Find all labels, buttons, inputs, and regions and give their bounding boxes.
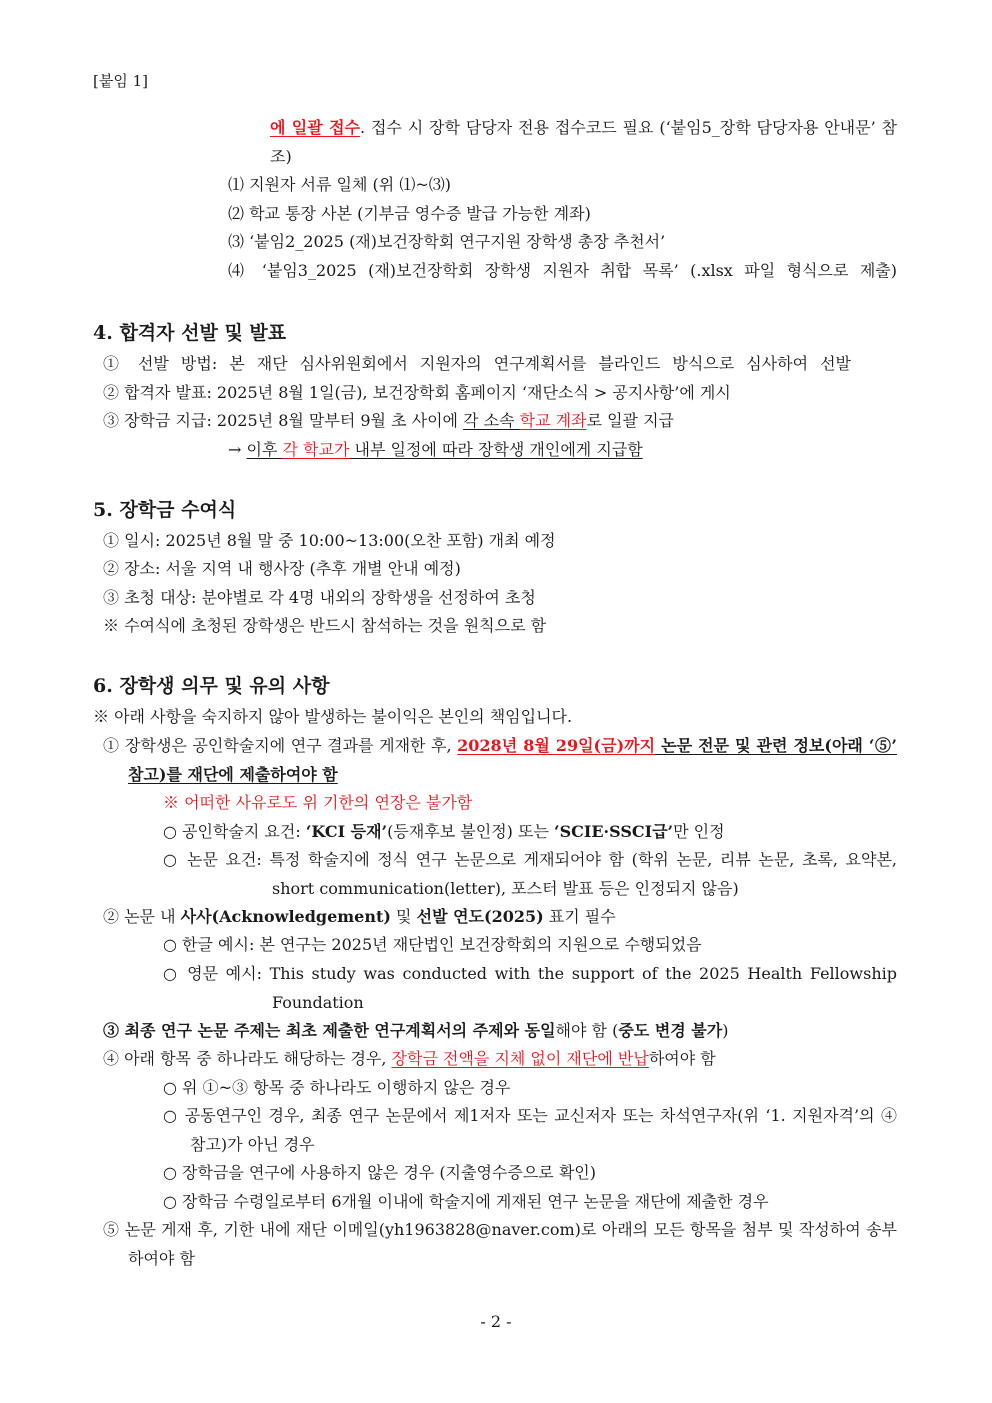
submission-line-2: 조) [270,147,292,166]
attachment-label: [붙임 1] [93,72,148,90]
section-4-heading: 4. 합격자 선발 및 발표 [93,322,287,344]
section-4-item-3: ③ 장학금 지급: 2025년 8월 말부터 9월 초 사이에 각 소속 학교 계좌로 일괄 지급 [103,411,675,430]
section-5-item-3: ③ 초청 대상: 분야별로 각 4명 내외의 장학생을 선정하여 초청 [103,588,536,607]
section-6-item-5-line-1: ⑤ 논문 게재 후, 기한 내에 재단 이메일(yh1963828@naver.com)로 아래의 모든 항목을 첨부 및 작성하여 송부 [103,1220,897,1239]
refund-condition-1: ○ 위 ①~③ 항목 중 하나라도 이행하지 않은 경우 [163,1078,511,1097]
english-example-line-2: Foundation [272,993,364,1012]
section-4-item-2: ② 합격자 발표: 2025년 8월 1일(금), 보건장학회 홈페이지 ‘재단소식 > 공지사항’에 게시 [103,383,731,402]
section-6-item-2: ② 논문 내 사사(Acknowledgement) 및 선발 연도(2025) 표기 필수 [103,907,616,926]
korean-example: ○ 한글 예시: 본 연구는 2025년 재단법인 보건장학회의 지원으로 수행되었음 [163,935,702,954]
section-6-note: ※ 아래 사항을 숙지하지 않아 발생하는 불이익은 본인의 책임입니다. [93,707,573,726]
bulk-submission-emphasis: 에 일괄 접수 [270,118,360,137]
deadline-extension-note: ※ 어떠한 사유로도 위 기한의 연장은 불가함 [163,793,473,812]
document-item-3: ⑶ ‘붙임2_2025 (재)보건장학회 연구지원 장학생 총장 추천서’ [228,232,666,251]
refund-condition-4: ○ 장학금 수령일로부터 6개월 이내에 학술지에 게재된 연구 논문을 재단에 제출한 경우 [163,1192,769,1211]
section-4-item-1: ① 선발 방법: 본 재단 심사위원회에서 지원자의 연구계획서를 블라인드 방식으로 심사하여 선발 [103,354,851,373]
document-item-1: ⑴ 지원자 서류 일체 (위 ⑴~⑶) [228,175,451,194]
document-item-4: ⑷ ‘붙임3_2025 (재)보건장학회 장학생 지원자 취합 목록’ (.xlsx 파일 형식으로 제출) [228,261,897,280]
submission-line-1: 에 일괄 접수. 접수 시 장학 담당자 전용 접수코드 필요 (‘붙임5_장학 담당자용 안내문’ 참 [270,118,898,137]
journal-requirement: ○ 공인학술지 요건: ‘KCI 등재’(등재후보 불인정) 또는 ‘SCIE·SSCI급’만 인정 [163,822,725,841]
section-5-item-2: ② 장소: 서울 지역 내 행사장 (추후 개별 안내 예정) [103,559,461,578]
page-number: - 2 - [480,1312,512,1331]
document-item-2: ⑵ 학교 통장 사본 (기부금 영수증 발급 가능한 계좌) [228,204,591,223]
english-example-line-1: ○ 영문 예시: This study was conducted with the support of the 2025 Health Fellowship [163,964,897,983]
section-6-item-3: ③ 최종 연구 논문 주제는 최초 제출한 연구계획서의 주제와 동일해야 함 (중도 변경 불가) [103,1021,729,1040]
section-5-heading: 5. 장학금 수여식 [93,499,237,521]
paper-requirement-line-1: ○ 논문 요건: 특정 학술지에 정식 연구 논문으로 게재되어야 함 (학위 논문, 리뷰 논문, 초록, 요약본, [163,850,897,869]
section-6-item-1: ① 장학생은 공인학술지에 연구 결과를 게재한 후, 2028년 8월 29일(금)까지 논문 전문 및 관련 정보(아래 ‘⑤’ [103,736,898,755]
refund-condition-2-line-1: ○ 공동연구인 경우, 최종 연구 논문에서 제1저자 또는 교신저자 또는 차석연구자(위 ‘1. 지원자격’의 ④ [163,1106,897,1125]
section-6-item-1-line-2: 참고)를 재단에 제출하여야 함 [128,765,338,784]
section-6-heading: 6. 장학생 의무 및 유의 사항 [93,675,330,697]
refund-condition-2-line-2: 참고)가 아닌 경우 [190,1135,315,1154]
section-5-item-1: ① 일시: 2025년 8월 말 중 10:00~13:00(오찬 포함) 개최 예정 [103,531,556,550]
section-6-item-4: ④ 아래 항목 중 하나라도 해당하는 경우, 장학금 전액을 지체 없이 재단에 반납하여야 함 [103,1049,716,1068]
section-6-item-5-line-2: 하여야 함 [128,1249,195,1268]
section-4-item-3-sub: → 이후 각 학교가 내부 일정에 따라 장학생 개인에게 지급함 [228,440,643,459]
paper-requirement-line-2: short communication(letter), 포스터 발표 등은 인정되지 않음) [272,879,739,898]
section-5-note: ※ 수여식에 초청된 장학생은 반드시 참석하는 것을 원칙으로 함 [103,616,547,635]
refund-condition-3: ○ 장학금을 연구에 사용하지 않은 경우 (지출영수증으로 확인) [163,1163,596,1182]
